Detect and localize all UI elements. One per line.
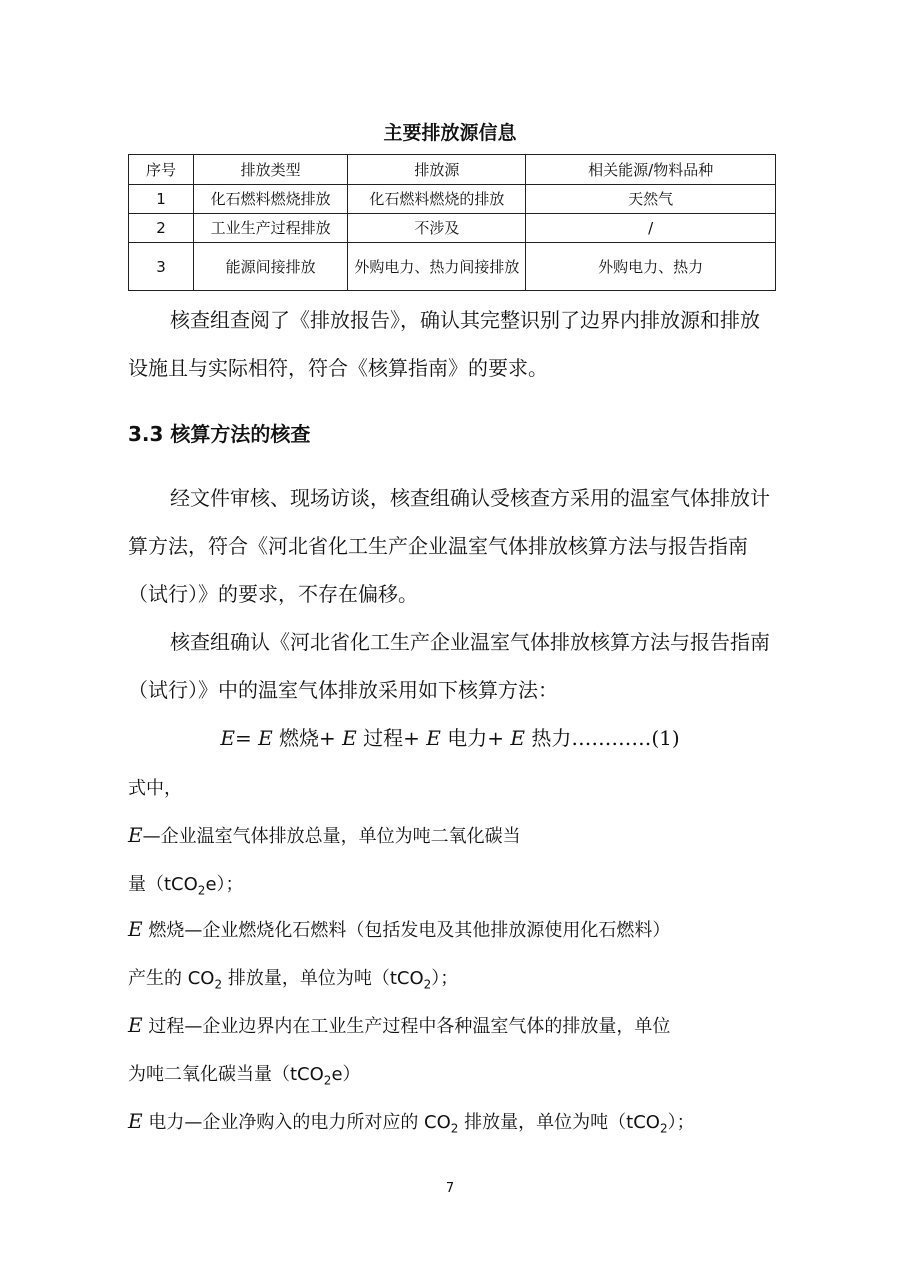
definition-combustion-line1 <box>128 916 788 942</box>
symbol-e: E <box>128 917 143 941</box>
table-cell: 能源间接排放 <box>194 243 348 291</box>
definition-text: 排放量，单位为吨（tCO <box>458 1112 660 1133</box>
definition-text: ）； <box>667 1112 695 1133</box>
formula-symbol: E <box>510 726 525 750</box>
definition-process-line1 <box>128 1012 788 1038</box>
table-header-row <box>129 155 776 185</box>
table-cell: 2 <box>129 214 194 243</box>
definition-text: 燃烧—企业燃烧化石燃料（包括发电及其他排放源使用化石燃料） <box>142 920 671 941</box>
paragraph-review: 核查组查阅了《排放报告》，确认其完整识别了边界内排放源和排放设施且与实际相符，符合《核算指南》的要求。 <box>128 308 760 380</box>
table-row <box>129 185 776 214</box>
header-cell: 序号 <box>129 155 194 185</box>
formula-text: 热力…………(1) <box>524 726 680 750</box>
table-cell: 不涉及 <box>348 214 526 243</box>
table-cell: 外购电力、热力 <box>526 243 776 291</box>
paragraph-method-check: 经文件审核、现场访谈，核查组确认受核查方采用的温室气体排放计算方法，符合《河北省化工生产企业温室气体排放核算方法与报告指南（试行）》的要求，不存在偏移。 <box>128 486 770 606</box>
definition-text: e）； <box>205 874 244 895</box>
definition-text: 过程—企业边界内在工业生产过程中各种温室气体的排放量，单位 <box>142 1016 671 1037</box>
formula-text: 过程+ <box>356 726 427 750</box>
where-label: 式中， <box>128 778 182 799</box>
formula-symbol: E <box>426 726 441 750</box>
table-cell: 3 <box>129 243 194 291</box>
formula-symbol: E <box>258 726 273 750</box>
definition-combustion-line2 <box>128 964 788 992</box>
table-row <box>129 243 776 291</box>
subscript: 2 <box>450 1121 459 1136</box>
paragraph-method-adopted: 核查组确认《河北省化工生产企业温室气体排放核算方法与报告指南（试行）》中的温室气体排放采用如下核算方法： <box>128 630 770 702</box>
definition-text: 量（tCO <box>128 874 198 895</box>
subscript: 2 <box>659 1121 668 1136</box>
formula-symbol: E <box>220 726 235 750</box>
definition-electricity-line <box>128 1108 788 1136</box>
table-title: 主要排放源信息 <box>383 122 517 144</box>
formula-symbol: E <box>342 726 357 750</box>
page-number: 7 <box>445 1181 455 1196</box>
table-cell: 工业生产过程排放 <box>194 214 348 243</box>
subscript: 2 <box>423 977 432 992</box>
symbol-e: E <box>128 823 143 847</box>
definition-text: 产生的 CO <box>128 968 215 989</box>
symbol-e: E <box>128 1109 143 1133</box>
formula-text: = <box>234 726 259 750</box>
definition-text: e） <box>331 1064 361 1085</box>
definition-text: 电力—企业净购入的电力所对应的 CO <box>142 1112 451 1133</box>
table-cell: 1 <box>129 185 194 214</box>
table-cell: / <box>526 214 776 243</box>
table-cell: 天然气 <box>526 185 776 214</box>
table-cell: 化石燃料燃烧排放 <box>194 185 348 214</box>
section-heading: 3.3 核算方法的核查 <box>128 422 311 446</box>
table-cell: 外购电力、热力间接排放 <box>348 243 526 291</box>
definition-text: 排放量，单位为吨（tCO <box>222 968 424 989</box>
formula-text: 燃烧+ <box>272 726 343 750</box>
definition-process-line2 <box>128 1060 788 1088</box>
subscript: 2 <box>214 977 223 992</box>
subscript: 2 <box>323 1073 332 1088</box>
header-cell: 相关能源/物料品种 <box>526 155 776 185</box>
header-cell: 排放类型 <box>194 155 348 185</box>
table-cell: 化石燃料燃烧的排放 <box>348 185 526 214</box>
definition-e-line1 <box>128 822 788 848</box>
definition-e-line2 <box>128 870 788 898</box>
subscript: 2 <box>197 883 206 898</box>
emission-source-table <box>128 154 776 291</box>
formula-text: 电力+ <box>440 726 511 750</box>
table-row <box>129 214 776 243</box>
definition-text: ）； <box>431 968 459 989</box>
symbol-e: E <box>128 1013 143 1037</box>
header-cell: 排放源 <box>348 155 526 185</box>
definition-text: —企业温室气体排放总量，单位为吨二氧化碳当 <box>142 826 521 847</box>
formula-1 <box>0 722 900 751</box>
definition-text: 为吨二氧化碳当量（tCO <box>128 1064 324 1085</box>
